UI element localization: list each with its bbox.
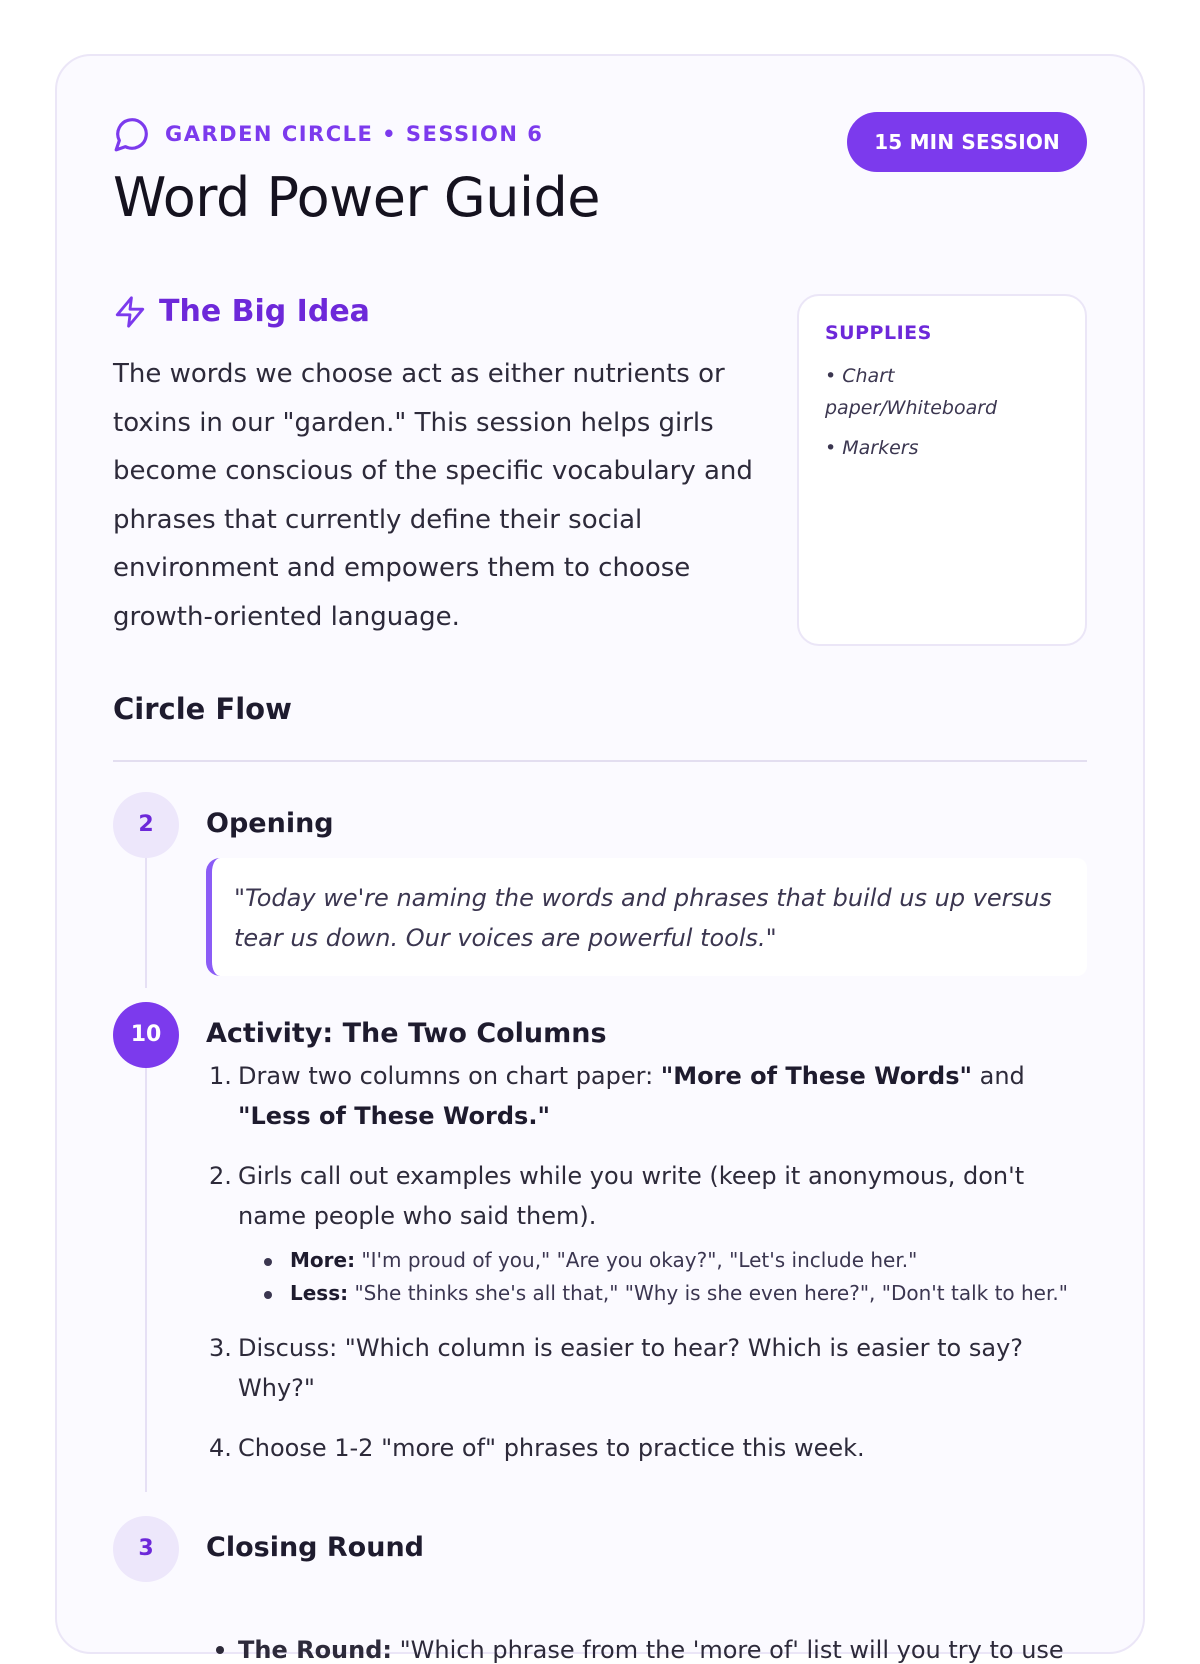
list-number: 1. bbox=[209, 1062, 232, 1090]
list-item bbox=[206, 1428, 1087, 1468]
closing-label: The Round: bbox=[238, 1636, 393, 1664]
sublist-item bbox=[290, 1277, 1087, 1310]
list-number: 3. bbox=[209, 1334, 232, 1362]
circle-flow-heading: Circle Flow bbox=[113, 692, 292, 726]
sublist-text: "She thinks she's all that," "Why is she even here?", "Don't talk to her." bbox=[348, 1281, 1068, 1305]
supplies-box bbox=[797, 294, 1087, 646]
supply-item: • Chart paper/Whiteboard bbox=[825, 365, 998, 419]
list-bold-text: "Less of These Words." bbox=[238, 1102, 550, 1130]
supply-item: • Markers bbox=[825, 437, 919, 459]
bullet-dot bbox=[216, 1646, 224, 1654]
list-text: and bbox=[972, 1062, 1025, 1090]
big-idea-heading bbox=[113, 294, 370, 329]
step-minutes-badge: 10 bbox=[113, 1002, 179, 1068]
sublist-label: Less: bbox=[290, 1281, 349, 1305]
step-title-opening: Opening bbox=[206, 808, 334, 839]
sublist-text: "I'm proud of you," "Are you okay?", "Let's include her." bbox=[355, 1248, 918, 1272]
sublist-item bbox=[290, 1244, 1087, 1277]
step-title-activity: Activity: The Two Columns bbox=[206, 1018, 607, 1049]
list-text: Draw two columns on chart paper: bbox=[238, 1062, 661, 1090]
sublist-label: More: bbox=[290, 1248, 356, 1272]
timeline-line bbox=[145, 1068, 147, 1492]
speech-bubble-icon bbox=[113, 115, 151, 153]
list-number: 4. bbox=[209, 1434, 232, 1462]
list-text: Girls call out examples while you write (keep it anonymous, don't name people who said them). bbox=[238, 1162, 1025, 1230]
big-idea-text: The words we choose act as either nutrients or toxins in our "garden." This session helps girls become conscious of the specific vocabulary and phrases that currently define their social environment and empowers them to choose growth-oriented language. bbox=[113, 359, 753, 632]
closing-round-text bbox=[206, 1636, 1087, 1664]
list-number: 2. bbox=[209, 1162, 232, 1190]
list-item bbox=[206, 1156, 1087, 1310]
list-text: Discuss: "Which column is easier to hear? Which is easier to say? Why?" bbox=[238, 1334, 1024, 1402]
session-eyebrow bbox=[113, 114, 543, 154]
duration-badge: 15 MIN SESSION bbox=[847, 112, 1087, 172]
opening-quote: "Today we're naming the words and phrases that build us up versus tear us down. Our voices are powerful tools." bbox=[206, 858, 1087, 976]
step-minutes-badge: 2 bbox=[113, 792, 179, 858]
session-card bbox=[55, 54, 1145, 1664]
closing-text: "Which phrase from the 'more of' list will you try to use bbox=[392, 1636, 1064, 1664]
list-item bbox=[206, 1056, 1087, 1136]
activity-steps-list bbox=[206, 1056, 1087, 1488]
supplies-label: SUPPLIES bbox=[825, 322, 932, 344]
list-item bbox=[206, 1328, 1087, 1408]
session-label: GARDEN CIRCLE • SESSION 6 bbox=[165, 122, 544, 146]
section-divider bbox=[113, 760, 1087, 762]
lightning-icon bbox=[113, 295, 147, 329]
list-text: Choose 1-2 "more of" phrases to practice this week. bbox=[238, 1434, 865, 1462]
step-title-closing: Closing Round bbox=[206, 1532, 425, 1563]
timeline-line bbox=[145, 858, 147, 988]
list-bold-text: "More of These Words" bbox=[660, 1062, 972, 1090]
big-idea-title: The Big Idea bbox=[159, 294, 370, 329]
page-title: Word Power Guide bbox=[113, 166, 600, 229]
step-minutes-badge: 3 bbox=[113, 1516, 179, 1582]
examples-sublist bbox=[238, 1244, 1087, 1310]
